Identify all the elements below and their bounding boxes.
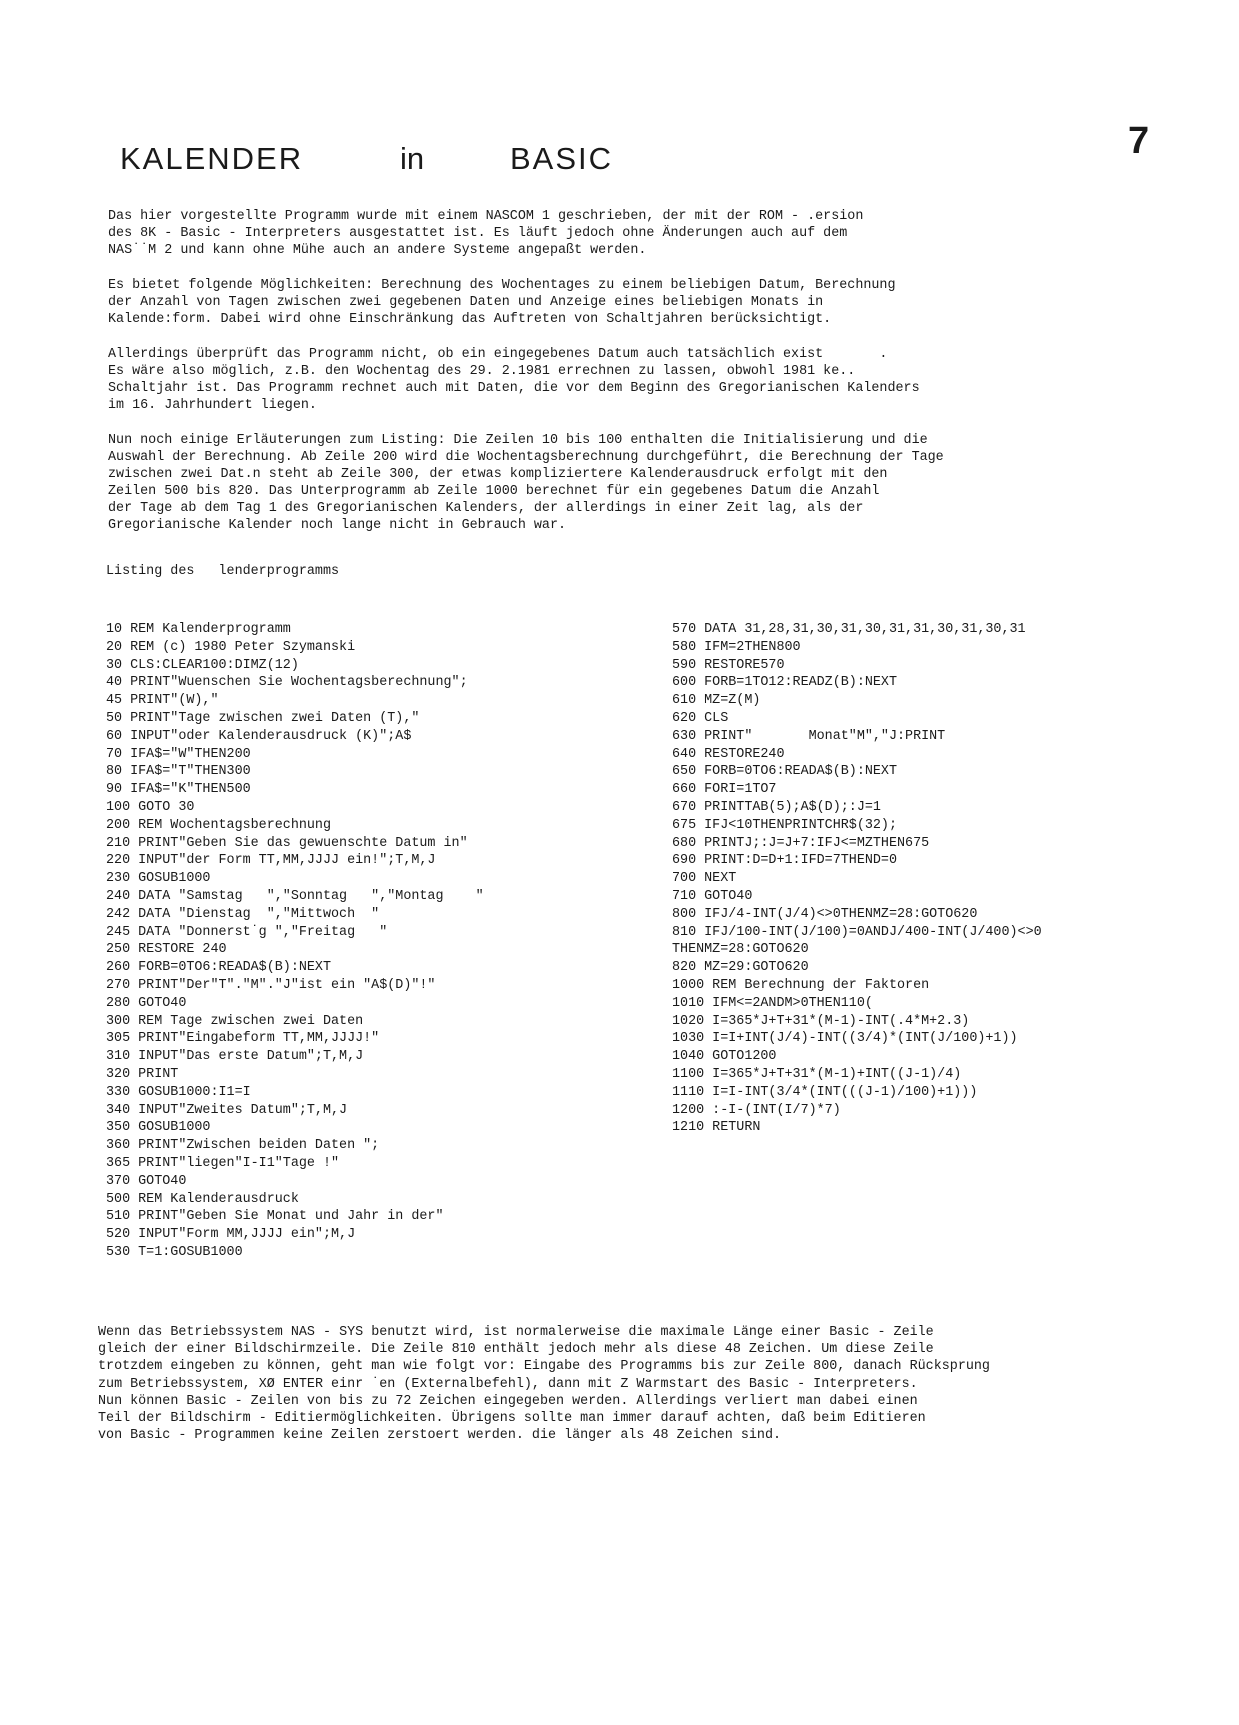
footer-line: Nun können Basic - Zeilen von bis zu 72 Zeichen eingegeben werden. Allerdings verliert man dabei einen [98, 1393, 918, 1409]
paragraph-line: zwischen zwei Dat.n steht ab Zeile 300, der etwas kompliziertere Kalenderausdruck erfolgt mit den [108, 467, 888, 482]
code-line: 250 RESTORE 240 [106, 942, 227, 958]
code-line: 810 IFJ/100-INT(J/100)=0ANDJ/400-INT(J/400)<>0 [672, 924, 1042, 940]
code-line: 10 REM Kalenderprogramm [106, 622, 291, 637]
code-line: 510 PRINT"Geben Sie Monat und Jahr in der" [106, 1209, 444, 1225]
title-word-in: in [400, 141, 425, 176]
code-line: 1030 I=I+INT(J/4)-INT((3/4)*(INT(J/100)+1)) [672, 1031, 1018, 1047]
paragraph-line: Nun noch einige Erläuterungen zum Listing: Die Zeilen 10 bis 100 enthalten die Initialisierung und die [108, 433, 928, 448]
listing-right-column [672, 621, 1122, 1137]
paragraph-line: Es wäre also möglich, z.B. den Wochentag des 29. 2.1981 errechnen zu lassen, obwohl 1981 ke.. [108, 364, 856, 379]
code-line: 700 NEXT [672, 871, 737, 887]
footer-line: von Basic - Programmen keine Zeilen zerstoert werden. die länger als 48 Zeichen sind. [98, 1428, 782, 1444]
intro-paragraph [108, 208, 1108, 259]
paragraph-line: der Tage ab dem Tag 1 des Gregorianischen Kalenders, der allerdings in einer Zeit lag, als der [108, 501, 864, 516]
code-line: 245 DATA "Donnerst˙g ","Freitag " [106, 924, 388, 940]
code-line: 60 INPUT"oder Kalenderausdruck (K)";A$ [106, 728, 412, 744]
code-line: 280 GOTO40 [106, 995, 187, 1011]
code-line: 530 T=1:GOSUB1000 [106, 1244, 243, 1260]
footer-line: gleich der einer Bildschirmzeile. Die Zeile 810 enthält jedoch mehr als diese 48 Zeichen. Um diese Zeile [98, 1342, 934, 1358]
paragraph-line: Es bietet folgende Möglichkeiten: Berechnung des Wochentages zu einem beliebigen Datum, Berechnung [108, 278, 896, 293]
code-line: 360 PRINT"Zwischen beiden Daten "; [106, 1138, 380, 1154]
code-line: 230 GOSUB1000 [106, 871, 211, 887]
code-line: 1000 REM Berechnung der Faktoren [672, 977, 930, 993]
footer-line: zum Betriebssystem, XØ ENTER einr ˙en (Externalbefehl), dann mit Z Warmstart des Basic - Interpreters. [98, 1376, 918, 1392]
code-line: 1200 :-I-(INT(I/7)*7) [672, 1102, 841, 1118]
intro-paragraph [108, 277, 1108, 328]
code-line: 640 RESTORE240 [672, 746, 785, 762]
code-line: 680 PRINTJ;:J=J+7:IFJ<=MZTHEN675 [672, 835, 930, 851]
paragraph-line: im 16. Jahrhundert liegen. [108, 398, 317, 413]
code-line: 1100 I=365*J+T+31*(M-1)+INT((J-1)/4) [672, 1066, 962, 1082]
paragraph-line: der Anzahl von Tagen zwischen zwei gegebenen Daten und Anzeige eines beliebigen Monats in [108, 295, 824, 310]
code-line: 1210 RETURN [672, 1120, 761, 1136]
paragraph-line: Schaltjahr ist. Das Programm rechnet auch mit Daten, die vor dem Beginn des Gregorianischen Kalenders [108, 381, 920, 396]
code-line: 620 CLS [672, 710, 729, 726]
code-line: 650 FORB=0TO6:READA$(B):NEXT [672, 764, 897, 780]
code-line: 675 IFJ<10THENPRINTCHR$(32); [672, 817, 897, 833]
code-line: 820 MZ=29:GOTO620 [672, 960, 809, 976]
code-line: 1020 I=365*J+T+31*(M-1)-INT(.4*M+2.3) [672, 1013, 970, 1029]
code-line: 240 DATA "Samstag ","Sonntag ","Montag " [106, 888, 484, 904]
title-word-kalender: KALENDER [120, 141, 304, 176]
paragraph-line: Gregorianische Kalender noch lange nicht in Gebrauch war. [108, 518, 567, 533]
code-line: 1010 IFM<=2ANDM>0THEN110( [672, 995, 873, 1011]
code-line: 310 INPUT"Das erste Datum";T,M,J [106, 1049, 364, 1065]
intro-paragraph [108, 432, 1108, 534]
footer-text [98, 1324, 1098, 1444]
code-line: 20 REM (c) 1980 Peter Szymanski [106, 639, 356, 655]
footer-line: Teil der Bildschirm - Editiermöglichkeiten. Übrigens sollte man immer darauf achten, daß beim Editieren [98, 1411, 926, 1427]
code-line: 270 PRINT"Der"T"."M"."J"ist ein "A$(D)"!" [106, 977, 436, 993]
title-word-basic: BASIC [510, 141, 614, 176]
code-line: 30 CLS:CLEAR100:DIMZ(12) [106, 657, 299, 673]
code-line: 100 GOTO 30 [106, 799, 195, 815]
code-line: 660 FORI=1TO7 [672, 782, 777, 798]
code-line: 70 IFA$="W"THEN200 [106, 746, 251, 762]
code-line: 600 FORB=1TO12:READZ(B):NEXT [672, 675, 897, 691]
code-line: 690 PRINT:D=D+1:IFD=7THEND=0 [672, 853, 897, 869]
code-line: 370 GOTO40 [106, 1173, 187, 1189]
page-number: 7 [1128, 120, 1150, 162]
code-line: THENMZ=28:GOTO620 [672, 942, 809, 958]
code-line: 500 REM Kalenderausdruck [106, 1191, 299, 1207]
paragraph-line: Allerdings überprüft das Programm nicht, ob ein eingegebenes Datum auch tatsächlich exist . [108, 347, 888, 362]
code-line: 45 PRINT"(W)," [106, 693, 219, 709]
code-line: 590 RESTORE570 [672, 657, 785, 673]
code-line: 220 INPUT"der Form TT,MM,JJJJ ein!";T,M,J [106, 853, 436, 869]
code-line: 50 PRINT"Tage zwischen zwei Daten (T)," [106, 710, 420, 726]
paragraph-line: des 8K - Basic - Interpreters ausgestattet ist. Es läuft jedoch ohne Änderungen auch auf dem [108, 226, 848, 241]
paragraph-line: Auswahl der Berechnung. Ab Zeile 200 wird die Wochentagsberechnung durchgeführt, die Berechnung der Tage [108, 450, 944, 465]
code-line: 242 DATA "Dienstag ","Mittwoch " [106, 906, 380, 922]
paragraph-line: Kalende:form. Dabei wird ohne Einschränkung das Auftreten von Schaltjahren berücksichtigt. [108, 312, 832, 327]
listing-caption: Listing des lenderprogramms [106, 564, 340, 579]
code-line: 570 DATA 31,28,31,30,31,30,31,31,30,31,30,31 [672, 622, 1026, 637]
listing-left-column [106, 621, 666, 1262]
code-line: 90 IFA$="K"THEN500 [106, 782, 251, 798]
code-line: 200 REM Wochentagsberechnung [106, 817, 331, 833]
footer-line: trotzdem eingeben zu können, geht man wie folgt vor: Eingabe des Programms bis zur Zeile 800, danach Rücksprung [98, 1359, 990, 1375]
code-line: 610 MZ=Z(M) [672, 693, 761, 709]
paragraph-line: Zeilen 500 bis 820. Das Unterprogramm ab Zeile 1000 berechnet für ein gegebenes Datum die Anzahl [108, 484, 880, 499]
paragraph-line: Das hier vorgestellte Programm wurde mit einem NASCOM 1 geschrieben, der mit der ROM - .ersion [108, 209, 864, 224]
code-line: 350 GOSUB1000 [106, 1120, 211, 1136]
code-line: 340 INPUT"Zweites Datum";T,M,J [106, 1102, 348, 1118]
code-line: 300 REM Tage zwischen zwei Daten [106, 1013, 364, 1029]
code-line: 320 PRINT [106, 1066, 179, 1082]
code-line: 330 GOSUB1000:I1=I [106, 1084, 251, 1100]
code-line: 210 PRINT"Geben Sie das gewuenschte Datum in" [106, 835, 468, 851]
paragraph-line: NAS˙˙M 2 und kann ohne Mühe auch an andere Systeme angepaßt werden. [108, 243, 647, 258]
page-title [120, 140, 613, 177]
code-line: 580 IFM=2THEN800 [672, 639, 801, 655]
intro-text [108, 208, 1108, 552]
code-line: 260 FORB=0TO6:READA$(B):NEXT [106, 960, 331, 976]
code-line: 80 IFA$="T"THEN300 [106, 764, 251, 780]
code-line: 365 PRINT"liegen"I-I1"Tage !" [106, 1155, 340, 1171]
code-line: 305 PRINT"Eingabeform TT,MM,JJJJ!" [106, 1031, 380, 1047]
code-line: 710 GOTO40 [672, 888, 753, 904]
code-line: 520 INPUT"Form MM,JJJJ ein";M,J [106, 1227, 356, 1243]
intro-paragraph [108, 346, 1108, 414]
code-line: 630 PRINT" Monat"M","J:PRINT [672, 728, 946, 744]
code-line: 670 PRINTTAB(5);A$(D);:J=1 [672, 799, 881, 815]
footer-line: Wenn das Betriebssystem NAS - SYS benutzt wird, ist normalerweise die maximale Länge einer Basic - Zeile [98, 1325, 934, 1340]
code-line: 1110 I=I-INT(3/4*(INT(((J-1)/100)+1))) [672, 1084, 978, 1100]
code-line: 1040 GOTO1200 [672, 1049, 777, 1065]
code-line: 40 PRINT"Wuenschen Sie Wochentagsberechnung"; [106, 675, 468, 691]
code-line: 800 IFJ/4-INT(J/4)<>0THENMZ=28:GOTO620 [672, 906, 978, 922]
